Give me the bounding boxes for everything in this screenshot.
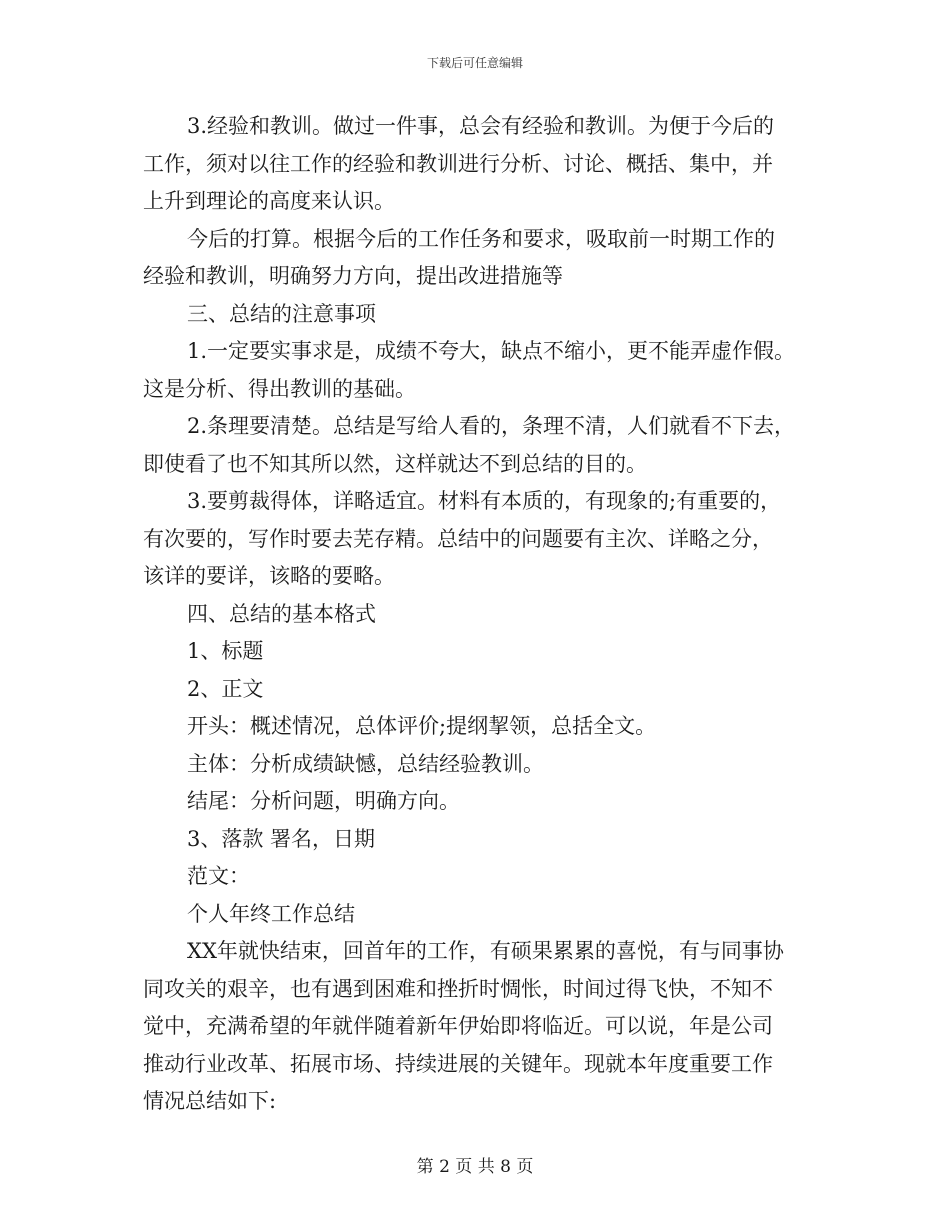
text-line: 有次要的，写作时要去芜存精。总结中的问题要有主次、详略之分，	[143, 526, 773, 551]
text-line: 觉中，充满希望的年就伴随着新年伊始即将临近。可以说，年是公司	[143, 1014, 773, 1038]
text-line: 3.要剪裁得体，详略适宜。材料有本质的，有现象的;有重要的，	[187, 489, 782, 513]
text-line: 即使看了也不知其所以然，这样就达不到总结的目的。	[143, 451, 647, 476]
text-line: 开头：概述情况，总体评价;提纲挈领，总括全文。	[187, 714, 657, 738]
text-line: 3、落款 署名，日期	[187, 826, 376, 851]
text-line: 结尾：分析问题，明确方向。	[187, 789, 460, 813]
page-number-footer: 第 2 页 共 8 页	[416, 1157, 534, 1177]
text-line: 这是分析、得出教训的基础。	[143, 376, 416, 401]
text-line: 推动行业改革、拓展市场、持续进展的关键年。现就本年度重要工作	[143, 1051, 773, 1076]
text-line: 同攻关的艰辛，也有遇到困难和挫折时惆怅，时间过得飞快，不知不	[143, 976, 773, 1001]
text-line: 个人年终工作总结	[187, 901, 355, 926]
text-line: 上升到理论的高度来认识。	[143, 189, 395, 213]
text-line: 范文：	[187, 864, 250, 888]
text-line: 主体：分析成绩缺憾，总结经验教训。	[187, 751, 544, 776]
text-line: 今后的打算。根据今后的工作任务和要求，吸取前一时期工作的	[187, 226, 775, 251]
text-line: 经验和教训，明确努力方向，提出改进措施等	[143, 264, 563, 288]
text-line: 四、总结的基本格式	[187, 601, 376, 626]
text-line: 情况总结如下:	[143, 1089, 277, 1113]
text-line: 3.经验和教训。做过一件事，总会有经验和教训。为便于今后的	[187, 114, 775, 138]
text-line: 1.一定要实事求是，成绩不夸大，缺点不缩小，更不能弄虚作假。	[187, 339, 796, 363]
text-line: 2、正文	[187, 676, 264, 701]
text-line: 2.条理要清楚。总结是写给人看的，条理不清，人们就看不下去，	[187, 414, 796, 438]
document-body	[143, 108, 811, 1121]
text-line: 该详的要详，该略的要略。	[143, 564, 395, 588]
text-line: 工作，须对以往工作的经验和教训进行分析、讨论、概括、集中，并	[143, 151, 773, 176]
page-header-note: 下载后可任意编辑	[426, 56, 523, 70]
text-line: XX年就快结束，回首年的工作，有硕果累累的喜悦，有与同事协	[187, 939, 784, 963]
text-line: 1、标题	[187, 639, 264, 663]
text-line: 三、总结的注意事项	[187, 301, 376, 326]
